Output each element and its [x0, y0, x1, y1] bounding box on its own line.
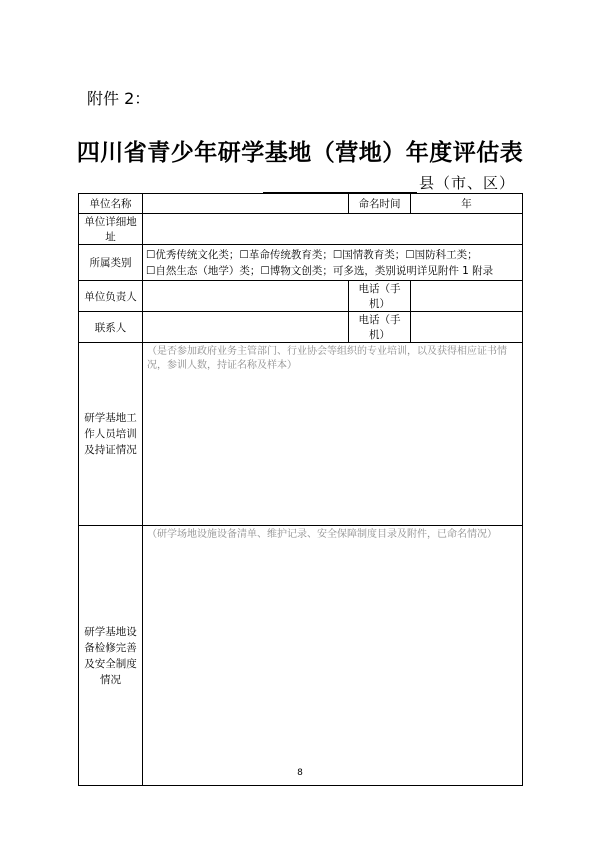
phone-value-2[interactable] [411, 312, 523, 343]
category-options[interactable] [143, 245, 523, 281]
naming-time-label: 命名时间 [349, 194, 411, 214]
table-row [79, 526, 523, 786]
phone-label-1: 电话（手机） [349, 281, 411, 312]
contact-value[interactable] [143, 312, 349, 343]
table-row [79, 281, 523, 312]
table-row [79, 194, 523, 214]
county-field [263, 172, 515, 193]
evaluation-form-table [78, 193, 523, 786]
phone-label-2: 电话（手机） [349, 312, 411, 343]
attachment-label: 附件 2： [87, 89, 151, 108]
leader-value[interactable] [143, 281, 349, 312]
unit-name-value[interactable] [143, 194, 349, 214]
facility-hint[interactable]: （研学场地设施设备清单、维护记录、安全保障制度目录及附件，已命名情况） [143, 526, 523, 786]
phone-value-1[interactable] [411, 281, 523, 312]
contact-label: 联系人 [79, 312, 143, 343]
facility-label: 研学基地设备检修完善及安全制度情况 [79, 526, 143, 786]
table-row [79, 312, 523, 343]
category-line-1: ☐优秀传统文化类；☐革命传统教育类；☐国情教育类；☐国防科工类； [146, 248, 478, 261]
leader-label: 单位负责人 [79, 281, 143, 312]
table-row [79, 343, 523, 526]
page-number: 8 [297, 768, 303, 778]
table-row [79, 245, 523, 281]
category-label: 所属类别 [79, 245, 143, 281]
page-title: 四川省青少年研学基地（营地）年度评估表 [76, 139, 524, 166]
unit-name-label: 单位名称 [79, 194, 143, 214]
category-line-2: ☐自然生态（地学）类；☐博物文创类；可多选，类别说明详见附件 1 附录 [146, 264, 494, 277]
training-label: 研学基地工作人员培训及持证情况 [79, 343, 143, 526]
table-row [79, 214, 523, 245]
county-suffix: 县（市、区） [419, 174, 516, 192]
address-value[interactable] [143, 214, 523, 245]
address-label: 单位详细地址 [79, 214, 143, 245]
training-hint[interactable]: （是否参加政府业务主管部门、行业协会等组织的专业培训，以及获得相应证书情况，参训人数，持证名称及样本） [143, 343, 523, 526]
county-blank-line[interactable] [263, 176, 417, 193]
naming-time-value[interactable]: 年 [411, 194, 523, 214]
